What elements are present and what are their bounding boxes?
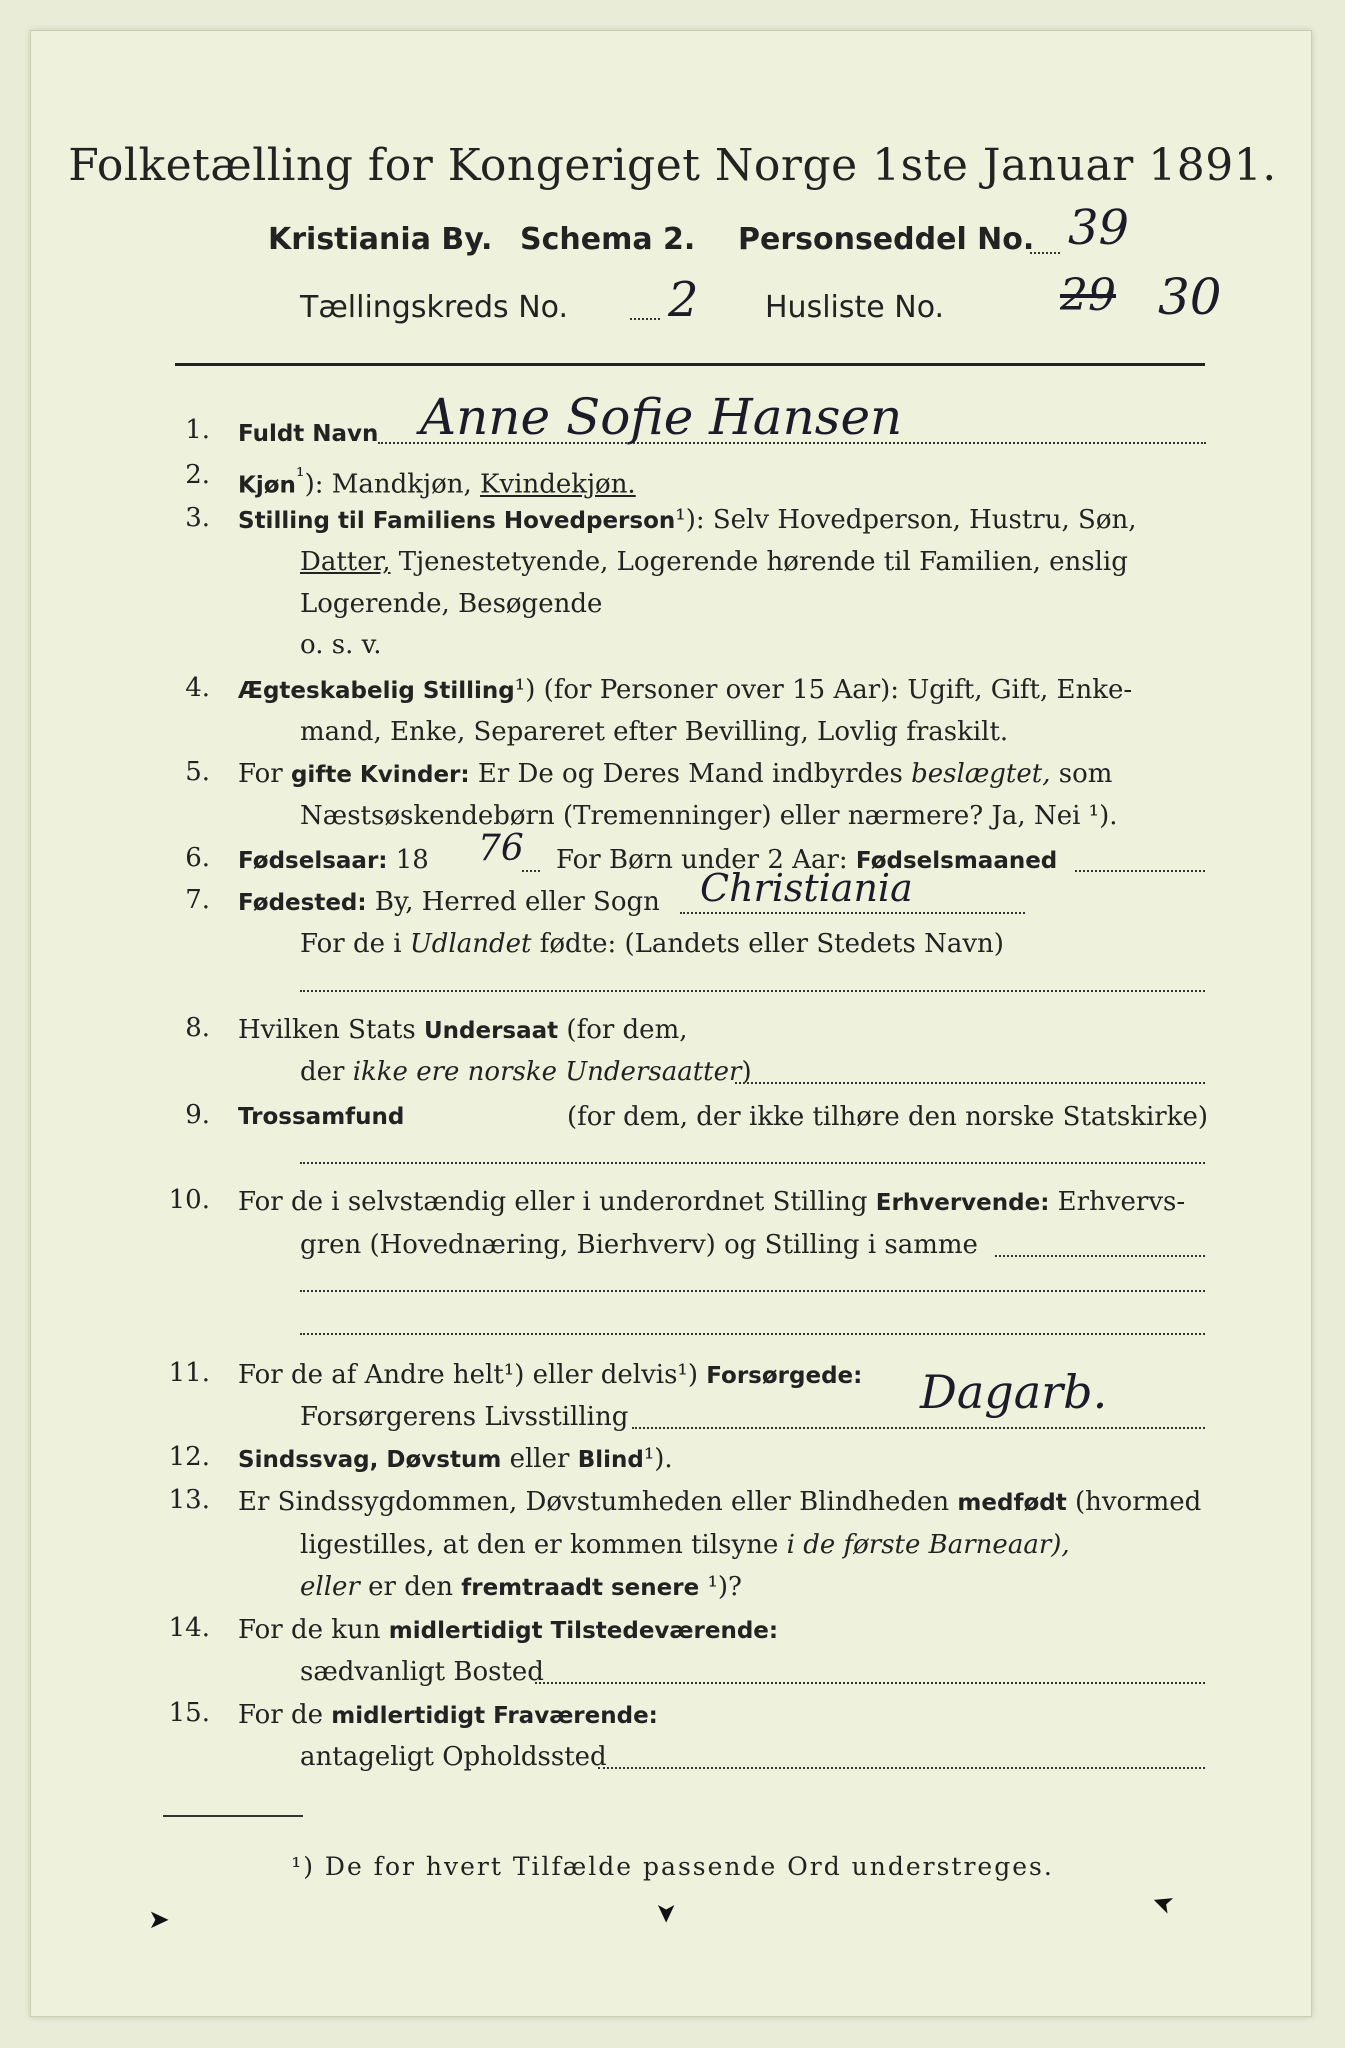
- personseddel-label: Personseddel No.: [738, 222, 1035, 257]
- arrow-mark-icon: ➤: [148, 1905, 170, 1935]
- item-2-number: 2.: [185, 460, 210, 490]
- kreds-number: 2: [668, 272, 699, 328]
- item-3-selected: Datter,: [300, 547, 391, 577]
- husliste-struck-number: 29: [1060, 270, 1116, 321]
- item-3-line4: o. s. v.: [300, 630, 382, 660]
- personseddel-dotline: [1030, 252, 1060, 254]
- item-2-selected: Kvindekjøn.: [480, 469, 636, 500]
- item-14-number: 14.: [168, 1613, 210, 1643]
- item-14-line1: [238, 1613, 778, 1648]
- personseddel-number: 39: [1068, 200, 1130, 256]
- item-10-dotline-2: [300, 1290, 1205, 1292]
- item-1-label: Fuldt Navn: [238, 421, 379, 447]
- item-14-label: midlertidigt Tilstedeværende:: [388, 1618, 779, 1644]
- item-1-number: 1.: [185, 415, 210, 445]
- item-7-dotline: [680, 912, 1025, 914]
- arrow-mark-icon: ➤: [1147, 1885, 1179, 1921]
- item-6-label2: Fødselsmaaned: [855, 848, 1058, 874]
- item-5-pre: For: [238, 759, 283, 789]
- form-title: Folketælling for Kongeriget Norge 1ste Januar 1891.: [68, 140, 1277, 191]
- item-4-line2: mand, Enke, Separeret efter Bevilling, Lovlig fraskilt.: [300, 717, 1009, 747]
- item-6-label-row: [238, 843, 429, 878]
- item-13-text: Er Sindssygdommen, Døvstumheden eller Blindheden: [238, 1487, 950, 1517]
- item-13-line3-mid: er den: [368, 1572, 453, 1602]
- item-4-options: ¹) (for Personer over 15 Aar): Ugift, Gift, Enke-: [514, 675, 1133, 705]
- husliste-number: 30: [1158, 268, 1222, 326]
- item-13-end: (hvormed: [1074, 1487, 1202, 1517]
- item-4-line1: [238, 673, 1132, 708]
- item-3-label: Stilling til Familiens Hovedperson: [238, 508, 676, 534]
- item-11-dotline: [632, 1427, 1205, 1429]
- item-6-text: For Børn under 2 Aar:: [556, 845, 848, 875]
- item-2-sup: ¹: [295, 464, 305, 489]
- item-7-line2-italic: Udlandet: [409, 929, 532, 959]
- item-11-text: For de af Andre helt¹) eller delvis¹): [238, 1360, 698, 1390]
- item-7-line2-pre: For de i: [300, 929, 402, 959]
- item-8-line2-pre: der: [300, 1057, 345, 1087]
- schema-label: Schema 2.: [520, 222, 696, 257]
- item-14-pre: For de kun: [238, 1615, 381, 1645]
- item-11-answer: Dagarb.: [920, 1365, 1108, 1419]
- item-13-line3-italic: eller: [300, 1572, 360, 1602]
- item-10-label: Erhvervende:: [875, 1190, 1050, 1216]
- kreds-label: Tællingskreds No.: [300, 290, 568, 325]
- item-3-number: 3.: [185, 503, 210, 533]
- item-2-text: [238, 460, 636, 503]
- item-7-number: 7.: [185, 885, 210, 915]
- item-15-line2: antageligt Opholdssted: [300, 1742, 607, 1772]
- item-5-end: som: [1058, 759, 1113, 789]
- item-8-line1: [238, 1013, 687, 1048]
- item-13-number: 13.: [168, 1485, 210, 1515]
- item-6-prefix: 18: [395, 845, 429, 875]
- item-11-number: 11.: [168, 1358, 210, 1388]
- item-12-end: ¹).: [643, 1444, 673, 1474]
- item-12-text: eller: [509, 1444, 570, 1474]
- item-6-answer: 76: [478, 828, 524, 869]
- item-5-italic: beslægtet,: [911, 759, 1051, 789]
- item-1-answer: Anne Sofie Hansen: [420, 388, 903, 446]
- item-10-dotline-3: [300, 1333, 1205, 1335]
- arrow-mark-icon: ➤: [650, 1902, 681, 1924]
- item-3-line2: [300, 545, 1128, 579]
- item-11-line1: [238, 1358, 862, 1393]
- item-8-dotline: [735, 1082, 1205, 1084]
- item-7-line2-post: fødte: (Landets eller Stedets Navn): [539, 929, 1004, 959]
- item-15-number: 15.: [168, 1698, 210, 1728]
- item-13-line3-end: ¹)?: [707, 1572, 742, 1602]
- item-3-options-2: Tjenestetyende, Logerende hørende til Familien, enslig: [398, 547, 1128, 577]
- item-8-number: 8.: [185, 1013, 210, 1043]
- husliste-label: Husliste No.: [765, 290, 945, 325]
- item-15-line1: [238, 1698, 658, 1733]
- item-7-answer: Christiania: [700, 866, 913, 910]
- item-8-text: (for dem,: [566, 1015, 688, 1045]
- item-10-line1: [238, 1185, 1185, 1220]
- item-12-label2: Blind: [577, 1447, 644, 1473]
- item-14-dotline: [535, 1682, 1205, 1684]
- item-13-line2-italic: i de første Barneaar),: [786, 1530, 1070, 1560]
- item-13-line3: [300, 1570, 742, 1605]
- item-13-line1: [238, 1485, 1201, 1520]
- item-9-line1: [238, 1100, 1208, 1134]
- item-10-end: Erhvervs-: [1057, 1187, 1186, 1217]
- item-2-options: ): Mandkjøn,: [304, 469, 472, 500]
- item-6-dotline-1: [522, 870, 540, 872]
- item-15-pre: For de: [238, 1700, 323, 1730]
- item-10-line2: gren (Hovednæring, Bierhverv) og Stilling i samme: [300, 1230, 978, 1260]
- item-8-pre: Hvilken Stats: [238, 1015, 416, 1045]
- item-11-line2: Forsørgerens Livsstilling: [300, 1402, 629, 1432]
- item-13-label: medfødt: [957, 1490, 1067, 1516]
- item-14-line2: sædvanligt Bosted: [300, 1657, 544, 1687]
- item-5-text: Er De og Deres Mand indbyrdes: [477, 759, 903, 789]
- item-7-label: Fødested:: [238, 890, 367, 916]
- item-15-label: midlertidigt Fraværende:: [331, 1703, 658, 1729]
- item-5-line2: Næstsøskendebørn (Tremenninger) eller nærmere? Ja, Nei ¹).: [300, 801, 1118, 831]
- item-9-label: Trossamfund: [238, 1104, 405, 1130]
- item-4-number: 4.: [185, 673, 210, 703]
- footnote-rule: [163, 1815, 303, 1817]
- item-9-number: 9.: [185, 1100, 210, 1130]
- item-3-line1: [238, 503, 1137, 538]
- item-6-dotline-2: [1075, 870, 1205, 872]
- item-5-label: gifte Kvinder:: [290, 762, 470, 788]
- item-13-line2: [300, 1528, 1070, 1562]
- item-2-label: Kjøn: [238, 472, 296, 499]
- item-12-number: 12.: [168, 1442, 210, 1472]
- item-7-line2: [300, 927, 1004, 961]
- item-6-number: 6.: [185, 843, 210, 873]
- item-12-label: Sindssvag, Døvstum: [238, 1447, 502, 1473]
- item-15-dotline: [598, 1767, 1205, 1769]
- item-12-line1: [238, 1442, 673, 1477]
- kreds-dotline: [630, 318, 660, 320]
- item-13-line3-bold: fremtraadt senere: [461, 1575, 700, 1601]
- item-6-label: Fødselsaar:: [238, 848, 388, 874]
- item-3-options: ¹): Selv Hovedperson, Hustru, Søn,: [675, 505, 1137, 535]
- item-8-line2-italic: ikke ere norske Undersaatter: [352, 1057, 742, 1087]
- item-8-line2: [300, 1055, 752, 1089]
- item-8-label: Undersaat: [423, 1018, 559, 1044]
- item-10-dotline-1: [995, 1255, 1205, 1257]
- city-label: Kristiania By.: [268, 222, 493, 257]
- item-10-text: For de i selvstændig eller i underordnet Stilling: [238, 1187, 868, 1217]
- footnote: ¹) De for hvert Tilfælde passende Ord understreges.: [291, 1852, 1054, 1881]
- item-7-text: By, Herred eller Sogn: [374, 887, 660, 917]
- item-7-dotline-2: [300, 990, 1205, 992]
- item-8-line2-post: ): [741, 1057, 752, 1087]
- item-3-line3: Logerende, Besøgende: [300, 589, 603, 619]
- item-13-line2-pre: ligestilles, at den er kommen tilsyne: [300, 1530, 779, 1560]
- item-7-line1: [238, 885, 660, 920]
- item-10-number: 10.: [168, 1185, 210, 1215]
- item-9-dotline: [300, 1162, 1205, 1164]
- item-11-label: Forsørgede:: [706, 1363, 863, 1389]
- item-5-line1: [238, 757, 1112, 792]
- header-rule: [175, 363, 1205, 366]
- item-5-number: 5.: [185, 757, 210, 787]
- item-9-text: (for dem, der ikke tilhøre den norske Statskirke): [566, 1102, 1208, 1132]
- item-4-label: Ægteskabelig Stilling: [238, 678, 515, 704]
